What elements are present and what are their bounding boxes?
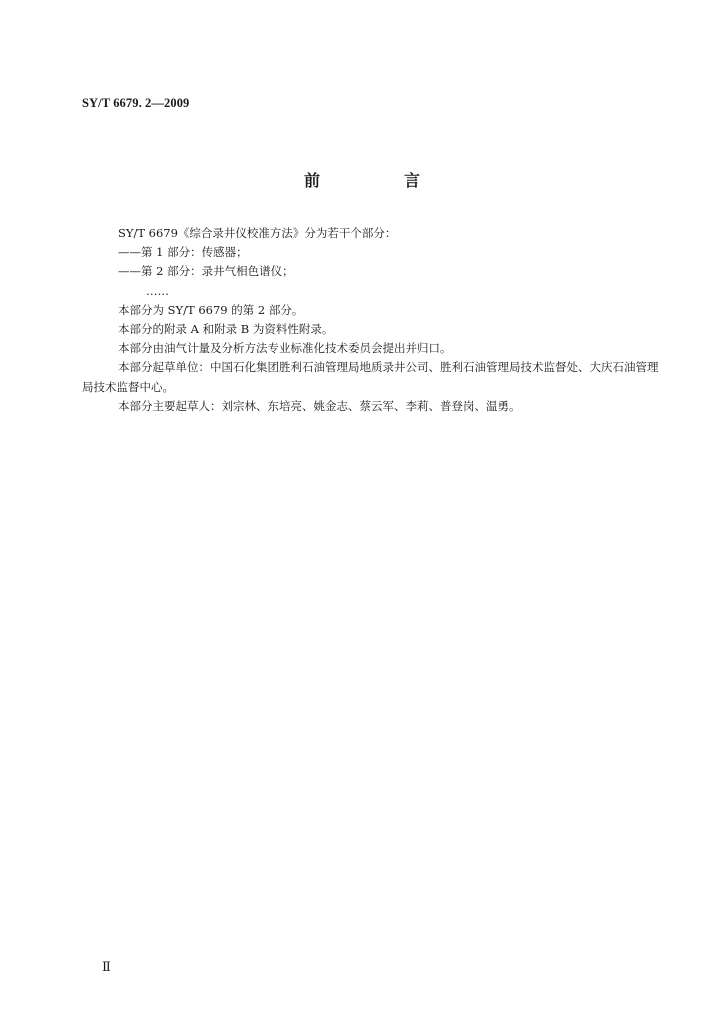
part-list-item: ——第 2 部分：录井气相色谱仪； bbox=[118, 264, 294, 279]
intro-paragraph: SY/T 6679《综合录井仪校准方法》分为若干个部分： bbox=[118, 226, 397, 240]
paragraph-drafters: 本部分主要起草人：刘宗林、东培亮、姚金志、蔡云军、李莉、普登岗、温勇。 bbox=[118, 398, 521, 413]
paragraph-drafting-units: 本部分起草单位：中国石化集团胜利石油管理局地质录井公司、胜利石油管理局技术监督处、大庆石油管理局技术监督中心。 bbox=[82, 360, 659, 394]
part-list-item: ——第 1 部分：传感器； bbox=[118, 245, 248, 260]
paragraph: 本部分由油气计量及分析方法专业标准化技术委员会提出并归口。 bbox=[118, 341, 452, 356]
paragraph: 本部分的附录 A 和附录 B 为资料性附录。 bbox=[118, 322, 334, 337]
standard-code: SY/T 6679. 2—2009 bbox=[82, 96, 190, 110]
foreword-title: 前 言 bbox=[303, 171, 454, 190]
page-number: Ⅱ bbox=[102, 959, 111, 974]
ellipsis: …… bbox=[146, 283, 169, 298]
paragraph: 本部分为 SY/T 6679 的第 2 部分。 bbox=[118, 302, 304, 317]
foreword-body bbox=[82, 224, 662, 416]
